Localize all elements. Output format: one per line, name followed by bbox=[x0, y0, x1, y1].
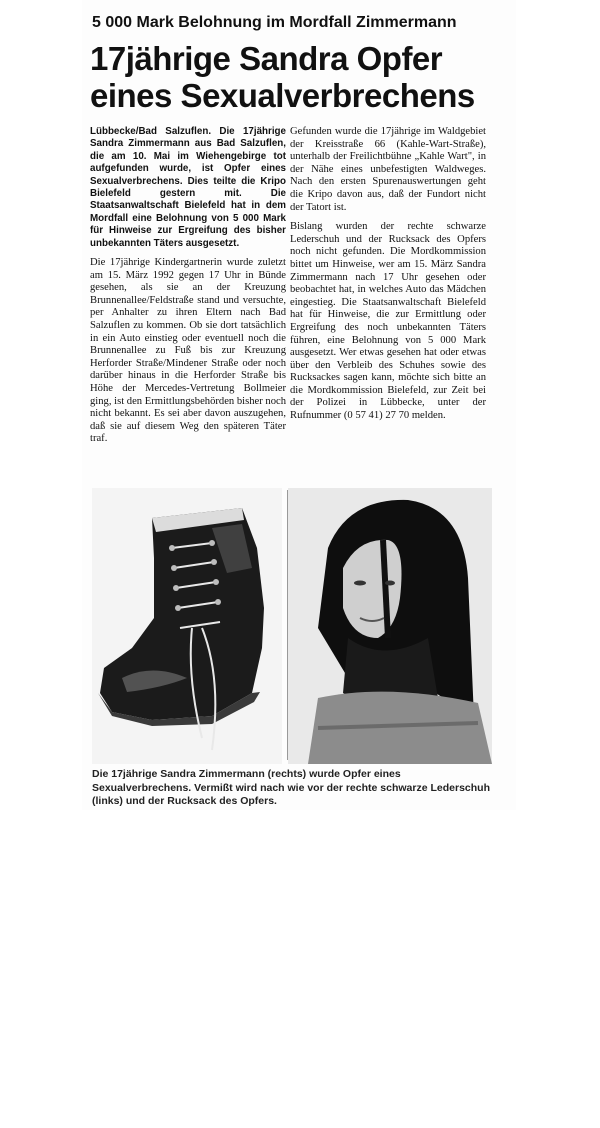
photo-divider bbox=[287, 490, 288, 760]
headline-line-2: eines Sexualverbrechens bbox=[90, 77, 475, 114]
photo-caption: Die 17jährige Sandra Zimmermann (rechts) wurde Opfer eines Sexualverbrechens. Vermißt wird nach wie vor der rechte schwarze Lederschuh (links) und der Rucksack des Opfers. bbox=[92, 768, 490, 807]
person-icon bbox=[288, 488, 492, 764]
body-paragraph: Gefunden wurde die 17jährige im Waldgebiet der Kreisstraße 66 (Kahle-Wart-Straße), unterhalb der Freilichtbühne „Kahle Wart", in der Nähe eines unbefestigten Waldweges. Nach den ersten Spurenauswertungen geht die Kripo davon aus, daß der Fundort nicht der Tatort ist. bbox=[290, 126, 486, 213]
body-paragraph: Die 17jährige Kindergartnerin wurde zuletzt am 15. März 1992 gegen 17 Uhr in Bünde gesehen, als sie an der Kreuzung Brunnenallee/Feldstraße stand und versuchte, per Anhalter zu ihren Eltern nach Bad Salzuflen zu kommen. Ob sie dort tatsächlich in ein Auto einstieg oder eventuell noch die Brunnenallee zu Fuß bis zur Kreuzung Herforder Straße/Mindener Straße oder noch darüber hinaus in die Herforder Straße bis Höhe der Mercedes-Vertretung Bollmeier ging, ist den Ermittlungsbehörden bisher noch nicht bekannt. Es sei aber davon auszugehen, daß sie auf diesem Weg den späteren Täter traf. bbox=[90, 257, 286, 445]
lead-paragraph: Lübbecke/Bad Salzuflen. Die 17jährige Sandra Zimmermann aus Bad Salzuflen, die am 10. Mai im Wiehengebirge tot aufgefunden wurde, ist Opfer eines Sexualverbrechens. Dies teilte die Kripo Bielefeld gestern mit. Die Staatsanwaltschaft Bielefeld hat in dem Mordfall eine Belohnung von 5 000 Mark für Hinweise zur Ergreifung des bisher unbekannten Täters ausgesetzt. bbox=[90, 126, 286, 249]
headline-line-1: 17jährige Sandra Opfer bbox=[90, 40, 443, 77]
article-column-left bbox=[90, 126, 286, 453]
boot-icon bbox=[92, 488, 282, 764]
portrait-photo bbox=[288, 488, 492, 764]
photo-row bbox=[92, 488, 492, 764]
article-kicker: 5 000 Mark Belohnung im Mordfall Zimmermann bbox=[92, 14, 457, 31]
body-paragraph: Bislang wurden der rechte schwarze Lederschuh und der Rucksack des Opfers noch nicht gefunden. Die Mordkommission bittet um Hinweise, wer am 15. März Sandra Zimmermann nach 17 Uhr gesehen oder beobachtet hat, in welches Auto das Mädchen eingestieg. Die Staatsanwaltschaft Bielefeld hat für Hinweise, die zur Ermittlung oder Ergreifung des noch unbekannten Täters führen, eine Belohnung von 5 000 Mark ausgesetzt. Wer etwas gesehen hat oder etwas über den Verbleib des Schuhes sowie des Rucksackes sagen kann, möchte sich bitte an die Mordkommission Bielefeld, zur Zeit bei der Polizei in Lübbecke, unter der Rufnummer (0 57 41) 27 70 melden. bbox=[290, 221, 486, 422]
leather-boot-photo bbox=[92, 488, 282, 764]
article-column-right bbox=[290, 126, 486, 430]
article-headline bbox=[90, 40, 510, 114]
